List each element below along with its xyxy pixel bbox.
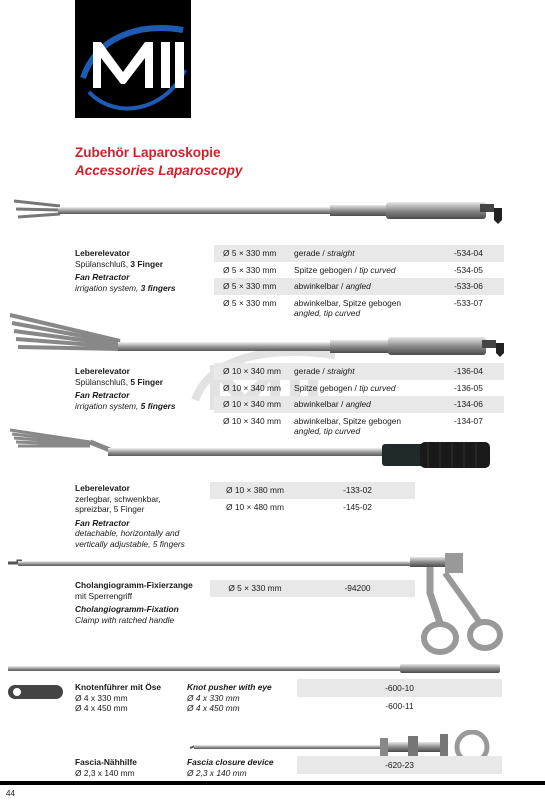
fan-retractor-3-label [75,248,215,293]
product-name-en: Fan Retractor [75,272,130,282]
product-name-de: Leberelevator [75,483,130,493]
product-name-en: Knot pusher with eye [187,682,272,692]
article-code: -133-02 [343,485,372,495]
sub-de-bold: 3 Finger [130,258,163,269]
fan-retractor-3-image [0,192,545,248]
product-name-en: Fan Retractor [75,390,130,400]
cholangiogram-clamp-table [210,580,415,597]
product-dim-en: Ø 2,3 x 140 mm [187,767,247,778]
table-row [210,482,415,499]
desc-en: angled, tip curved [294,426,361,436]
description [292,265,430,276]
article-code: -534-05 [454,264,483,275]
dimension: Ø 5 × 330 mm [223,297,277,308]
desc-en: angled [345,281,371,291]
desc-en: tip curved [359,264,396,275]
dimension: Ø 10 × 340 mm [223,415,281,426]
article-code: -145-02 [343,501,372,512]
fascia-closure-codes [297,756,502,774]
table-row [214,245,504,262]
article-code: -136-05 [454,382,483,393]
dimension: Ø 5 × 330 mm [223,264,277,275]
product-dim-de: Ø 2,3 x 140 mm [75,767,135,778]
sub-en-text: irrigation system, [75,282,141,293]
article-code: -600-11 [385,701,414,711]
dimension: Ø 10 × 380 mm [226,485,284,495]
dimension: Ø 5 × 330 mm [228,583,282,593]
company-logo [75,0,191,118]
sub-en-bold: 5 fingers [140,400,176,411]
article-code: -134-06 [454,399,483,409]
desc-de: abwinkelbar / [294,399,346,409]
product-name-de: Cholangiogramm-Fixierzange [75,580,193,590]
knot-pusher-image [0,660,545,680]
product-dim-de: Ø 4 x 450 mm [75,703,128,713]
detachable-retractor-image [0,420,545,480]
section-heading [75,145,242,178]
article-code: -620-23 [297,756,502,774]
sub-en-text: irrigation system, [75,400,141,411]
detachable-retractor-table [210,482,415,515]
dimension: Ø 10 × 340 mm [223,382,281,393]
desc-en: straight [327,248,355,258]
product-name-de: Leberelevator [75,366,130,376]
product-name-de: Knotenführer mit Öse [75,682,162,692]
sub-de-text: Spülanschluß, [75,376,131,387]
product-dim-en: Ø 4 x 330 mm [187,692,240,703]
fascia-closure-label-de [75,757,195,778]
article-code: -600-10 [297,679,502,697]
article-code: -534-04 [454,248,483,258]
product-sub-de: spreizbar, 5 Finger [75,504,145,514]
desc-de: abwinkelbar / [294,281,346,291]
description [292,383,430,394]
desc-de: gerade / [294,366,328,376]
dimension: Ø 5 × 330 mm [223,248,277,258]
table-row [214,278,504,295]
desc-de: Spitze gebogen / [294,264,360,275]
product-dim-de: Ø 4 x 330 mm [75,692,128,703]
cholangiogram-clamp-label [75,580,225,625]
article-code: -533-06 [454,281,483,291]
sub-de-text: Spülanschluß, [75,258,131,269]
table-row [214,262,504,279]
desc-de: abwinkelbar, Spitze gebogen [294,297,402,308]
desc-de: gerade / [294,248,328,258]
product-sub-de: zerlegbar, schwenkbar, [75,493,161,504]
article-code: -533-07 [454,297,483,308]
dimension: Ø 10 × 480 mm [226,501,284,512]
knot-pusher-eye-detail [6,682,66,702]
desc-en: angled [345,399,371,409]
heading-de: Zubehör Laparoskopie [75,145,221,160]
sub-de-bold: 5 Finger [130,376,163,387]
product-name-de: Fascia-Nähhilfe [75,757,137,767]
product-sub-en: Clamp with ratched handle [75,614,175,625]
dimension: Ø 10 × 340 mm [223,399,281,409]
table-row [210,580,415,597]
description [292,248,430,259]
knot-pusher-label-en [187,682,307,714]
description [292,366,430,377]
desc-de: Spitze gebogen / [294,382,360,393]
product-name-de: Leberelevator [75,248,130,258]
product-name-en: Fascia closure device [187,757,274,767]
table-row [214,380,504,397]
desc-en: straight [327,366,355,376]
fan-retractor-5-label [75,366,215,411]
product-name-en: Cholangiogramm-Fixation [75,604,179,614]
knot-pusher-label-de [75,682,195,714]
dimension: Ø 10 × 340 mm [223,366,281,376]
product-sub-en [75,401,215,412]
product-sub-en [75,283,215,294]
desc-en: angled, tip curved [294,308,361,318]
table-row [214,363,504,380]
dimension: Ø 5 × 330 mm [223,281,277,291]
desc-de: abwinkelbar, Spitze gebogen [294,415,402,426]
description [292,399,430,410]
sub-en-bold: 3 fingers [140,282,176,293]
article-code: -94200 [344,583,371,593]
product-sub-de [75,259,215,270]
table-row [214,396,504,413]
footer-bar [0,781,545,785]
fascia-closure-label-en [187,757,307,778]
article-code: -134-07 [454,415,483,426]
desc-en: tip curved [359,382,396,393]
product-dim-en: Ø 4 x 450 mm [187,703,240,713]
table-row [210,499,415,516]
product-sub-en: detachable, horizontally and [75,528,180,538]
product-sub-de [75,377,215,388]
heading-en: Accessories Laparoscopy [75,163,243,178]
description [292,281,430,292]
article-code: -136-04 [454,366,483,376]
product-name-en: Fan Retractor [75,517,130,528]
product-sub-de: mit Sperrengriff [75,590,133,601]
product-sub-en: vertically adjustable, 5 fingers [75,538,185,549]
knot-pusher-codes [297,679,502,715]
page-number: 44 [6,789,15,798]
